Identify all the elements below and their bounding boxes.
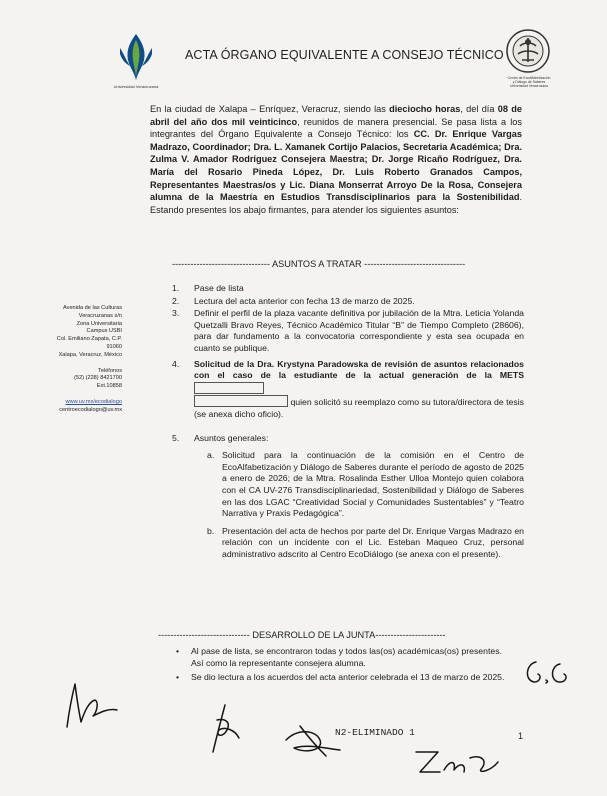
development-item bbox=[174, 672, 509, 684]
intro-text: . Estando presentes los abajo firmantes, para atender los siguientes asuntos: bbox=[150, 192, 522, 215]
intro-text: En la ciudad de Xalapa – Enríquez, Veracruz, siendo las bbox=[150, 104, 390, 114]
development-text: Se dio lectura a los acuerdos del acta anterior celebrada el 13 de marzo de 2025. bbox=[191, 672, 505, 683]
email-address[interactable]: centroecodialogo@uv.mx bbox=[59, 406, 122, 413]
intro-bold-time: dieciocho horas bbox=[389, 104, 461, 114]
signature-bottom-2 bbox=[280, 720, 350, 760]
website-link[interactable]: www.uv.mx/ecodialogo bbox=[65, 398, 122, 405]
phone-extension: Ext.10858 bbox=[96, 383, 122, 390]
address-line: Veracruzanas s/n bbox=[78, 312, 122, 319]
address-line: Xalapa, Veracruz, México bbox=[58, 351, 122, 358]
redaction-box bbox=[194, 382, 264, 394]
intro-paragraph bbox=[150, 103, 522, 216]
intro-text: , del día bbox=[460, 104, 498, 114]
item-number: 4. bbox=[172, 358, 180, 369]
intro-text: , reunidos de manera presencial. Se pasa lista a los integrantes del Órgano Equivalente a Consejo Técnico: los bbox=[150, 116, 522, 140]
logo-left-caption: Universidad Veracruzana bbox=[113, 84, 159, 89]
address-line: Campus USBI bbox=[86, 328, 122, 335]
address-line: Col. Emiliano Zapata, C.P. bbox=[56, 336, 122, 343]
agenda-item bbox=[172, 308, 524, 354]
phone-number: (52) (228) 8421700 bbox=[74, 375, 122, 382]
address-line: Avenida de las Culturas bbox=[63, 305, 122, 311]
development-item bbox=[174, 646, 509, 669]
item-number: 5. bbox=[172, 432, 180, 443]
signature-bottom-1 bbox=[195, 700, 265, 760]
document-title: ACTA ÓRGANO EQUIVALENTE A CONSEJO TÉCNICO bbox=[185, 48, 504, 62]
item-text: Asuntos generales: bbox=[194, 432, 269, 443]
signature-bottom-3 bbox=[410, 742, 505, 782]
bullet-icon: • bbox=[176, 672, 180, 683]
item-text: Solicitud de la Dra. Krystyna Paradowska de revisión de asuntos relacionados con el caso de la estudiante de la actual generación de la METS bbox=[194, 358, 524, 381]
agenda-subitem bbox=[194, 526, 524, 561]
item-text: Definir el perfil de la plaza vacante definitiva por jubilación de la Mtra. Leticia Yolanda Quetzalli Bravo Reyes, Técnico Académico Titular “B” de Tiempo Completo (28606), para dar fundamento a la convocatoria correspondiente y esta sea ocupada en cuanto se publique. bbox=[194, 308, 524, 353]
redaction-label: N2-ELIMINADO 1 bbox=[335, 727, 415, 738]
agenda-item bbox=[172, 359, 524, 421]
intro-bold-date: 08 de abril del año dos mil veinticinco bbox=[150, 104, 522, 127]
signature-left-margin bbox=[55, 672, 125, 732]
development-text: Al pase de lista, se encontraron todas y todos las(os) académicas(os) presentes. Así como la representante consejera alumna. bbox=[191, 646, 502, 668]
item-text: Pase de lista bbox=[194, 283, 244, 293]
phone-label: Teléfonos bbox=[98, 367, 122, 374]
bullet-icon: • bbox=[176, 646, 180, 656]
intro-bold-members: CC. Dr. Enrique Vargas Madrazo, Coordinador; Dra. L. Xamanek Cortijo Palacios, Secretaria Académica; Dra. Zulma V. Amador Rodríguez Consejera Maestra; Dr. Jorge Ricaño Rodríguez, Dra. María del Rosario Pineda López, Dr. Luis Roberto Granados Campos, Representantes Maestras/os y Lic. Diana Monserrat Arroyo De la Rosa, Consejera alumna de la Maestría en Estudios Transdisciplinarios para la Sostenibilidad bbox=[150, 129, 523, 203]
item-number: 3. bbox=[172, 308, 180, 319]
seal-caption-line: Universidad Veracruzana bbox=[510, 84, 548, 88]
agenda-item bbox=[172, 433, 524, 561]
address-sidebar bbox=[30, 305, 122, 415]
seal-caption-line: Centro de EcoAlfabetización bbox=[507, 76, 551, 80]
item-number: 2. bbox=[172, 295, 180, 306]
address-line: 91060 bbox=[106, 343, 122, 350]
page-number: 1 bbox=[518, 731, 524, 741]
subitem-text: Presentación del acta de hechos por parte del Dr. Enrique Vargas Madrazo en relación con un incidente con el Lic. Esteban Maqueo Cruz, personal administrativo adscrito al Centro EcoDiálogo (se anexa con el presente). bbox=[222, 525, 524, 559]
seal-caption-line: y Diálogo de Saberes bbox=[512, 80, 546, 84]
development-list bbox=[174, 646, 509, 687]
universidad-veracruzana-logo-icon bbox=[112, 30, 160, 84]
section-heading-desarrollo: ------------------------------ DESARROLLO DE LA JUNTA----------------------- bbox=[158, 630, 446, 640]
item-text: quien solicitó su reemplazo como su tutora/directora de tesis (se anexa dicho oficio). bbox=[194, 397, 524, 419]
agenda-list bbox=[172, 283, 524, 561]
address-line: Zona Universitaria bbox=[76, 320, 122, 327]
subitem-letter: b. bbox=[207, 525, 215, 536]
item-number: 1. bbox=[172, 283, 180, 293]
subitem-letter: a. bbox=[207, 450, 215, 461]
item-text: Lectura del acta anterior con fecha 13 de marzo de 2025. bbox=[194, 295, 415, 306]
redaction-box bbox=[194, 395, 288, 407]
section-heading-asuntos: -------------------------------- ASUNTOS A TRATAR --------------------------------- bbox=[172, 259, 466, 269]
agenda-subitem bbox=[194, 450, 524, 520]
ecodialogo-seal-icon bbox=[505, 28, 551, 74]
agenda-item bbox=[172, 283, 524, 295]
agenda-item bbox=[172, 296, 524, 308]
subitem-text: Solicitud para la continuación de la comisión en el Centro de EcoAlfabetización y Diálogo de Saberes durante el período de agosto de 2025 a enero de 2026; de la Mtra. Rosalinda Esther Ulloa Montejo quien colabora con el CA UV-276 Transdisciplinariedad, Sostenibilidad y Diálogo de Saberes en las dos LGAC “Creatividad Social y Comunidades Sustentables” y “Teatro Narrativa y Praxis Pedagógica”. bbox=[222, 450, 524, 519]
signature-initials bbox=[520, 654, 580, 690]
logo-right-caption bbox=[496, 76, 562, 88]
